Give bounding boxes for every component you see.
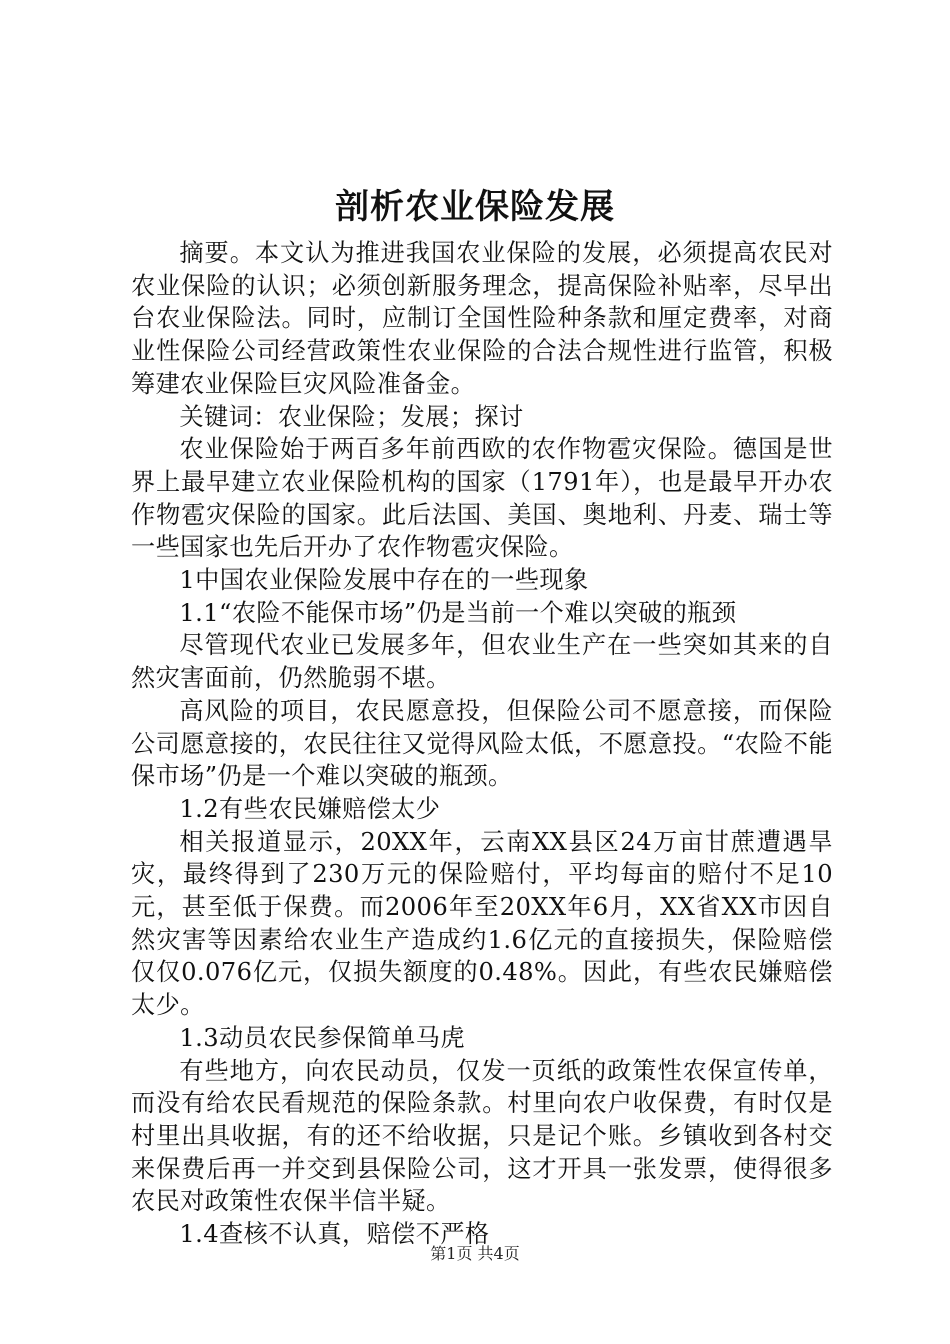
subsection-heading-1-3: 1.3动员农民参保简单马虎 — [179, 1023, 465, 1052]
subsection-heading-1-4: 1.4查核不认真，赔偿不严格 — [179, 1220, 490, 1249]
subsection-heading-1-2: 1.2有些农民嫌赔偿太少 — [179, 794, 441, 823]
subsection-heading-1-1: 1.1“农险不能保市场”仍是当前一个难以突破的瓶颈 — [179, 598, 737, 627]
body-paragraph: 有些地方，向农民动员，仅发一页纸的政策性农保宣传单，而没有给农民看规范的保险条款。村里向农户收保费，有时仅是村里出具收据，有的还不给收据，只是记个账。乡镇收到各村交来保费后再一并交到县保险公司，这才开具一张发票，使得很多农民对政策性农保半信半疑。 — [131, 1056, 833, 1216]
abstract-paragraph: 摘要。本文认为推进我国农业保险的发展，必须提高农民对农业保险的认识；必须创新服务理念，提高保险补贴率，尽早出台农业保险法。同时，应制订全国性险种条款和厘定费率，对商业性保险公司经营政策性农业保险的合法合规性进行监管，积极筹建农业保险巨灾风险准备金。 — [131, 239, 833, 398]
intro-paragraph: 农业保险始于两百多年前西欧的农作物雹灾保险。德国是世界上最早建立农业保险机构的国家（1791年），也是最早开办农作物雹灾保险的国家。此后法国、美国、奥地利、丹麦、瑞士等一些国家也先后开办了农作物雹灾保险。 — [131, 435, 833, 562]
body-paragraph: 相关报道显示，20XX年，云南XX县区24万亩甘蔗遭遇旱灾，最终得到了230万元的保险赔付，平均每亩的赔付不足10元，甚至低于保费。而2006年至20XX年6月，XX省XX市因自然灾害等因素给农业生产造成约1.6亿元的直接损失，保险赔偿仅仅0.076亿元，仅损失额度的0.48%。因此，有些农民嫌赔偿太少。 — [131, 827, 833, 1020]
body-paragraph: 尽管现代农业已发展多年，但农业生产在一些突如其来的自然灾害面前，仍然脆弱不堪。 — [131, 631, 833, 693]
body-paragraph: 高风险的项目，农民愿意投，但保险公司不愿意接，而保险公司愿意接的，农民往往又觉得风险太低，不愿意投。“农险不能保市场”仍是一个难以突破的瓶颈。 — [131, 696, 833, 791]
document-title: 剖析农业保险发展 — [335, 187, 615, 227]
document-body — [131, 237, 833, 1251]
page-footer: 第1页 共4页 — [430, 1244, 520, 1263]
keywords-paragraph: 关键词：农业保险；发展；探讨 — [179, 402, 524, 431]
section-heading-1: 1中国农业保险发展中存在的一些现象 — [179, 566, 589, 595]
